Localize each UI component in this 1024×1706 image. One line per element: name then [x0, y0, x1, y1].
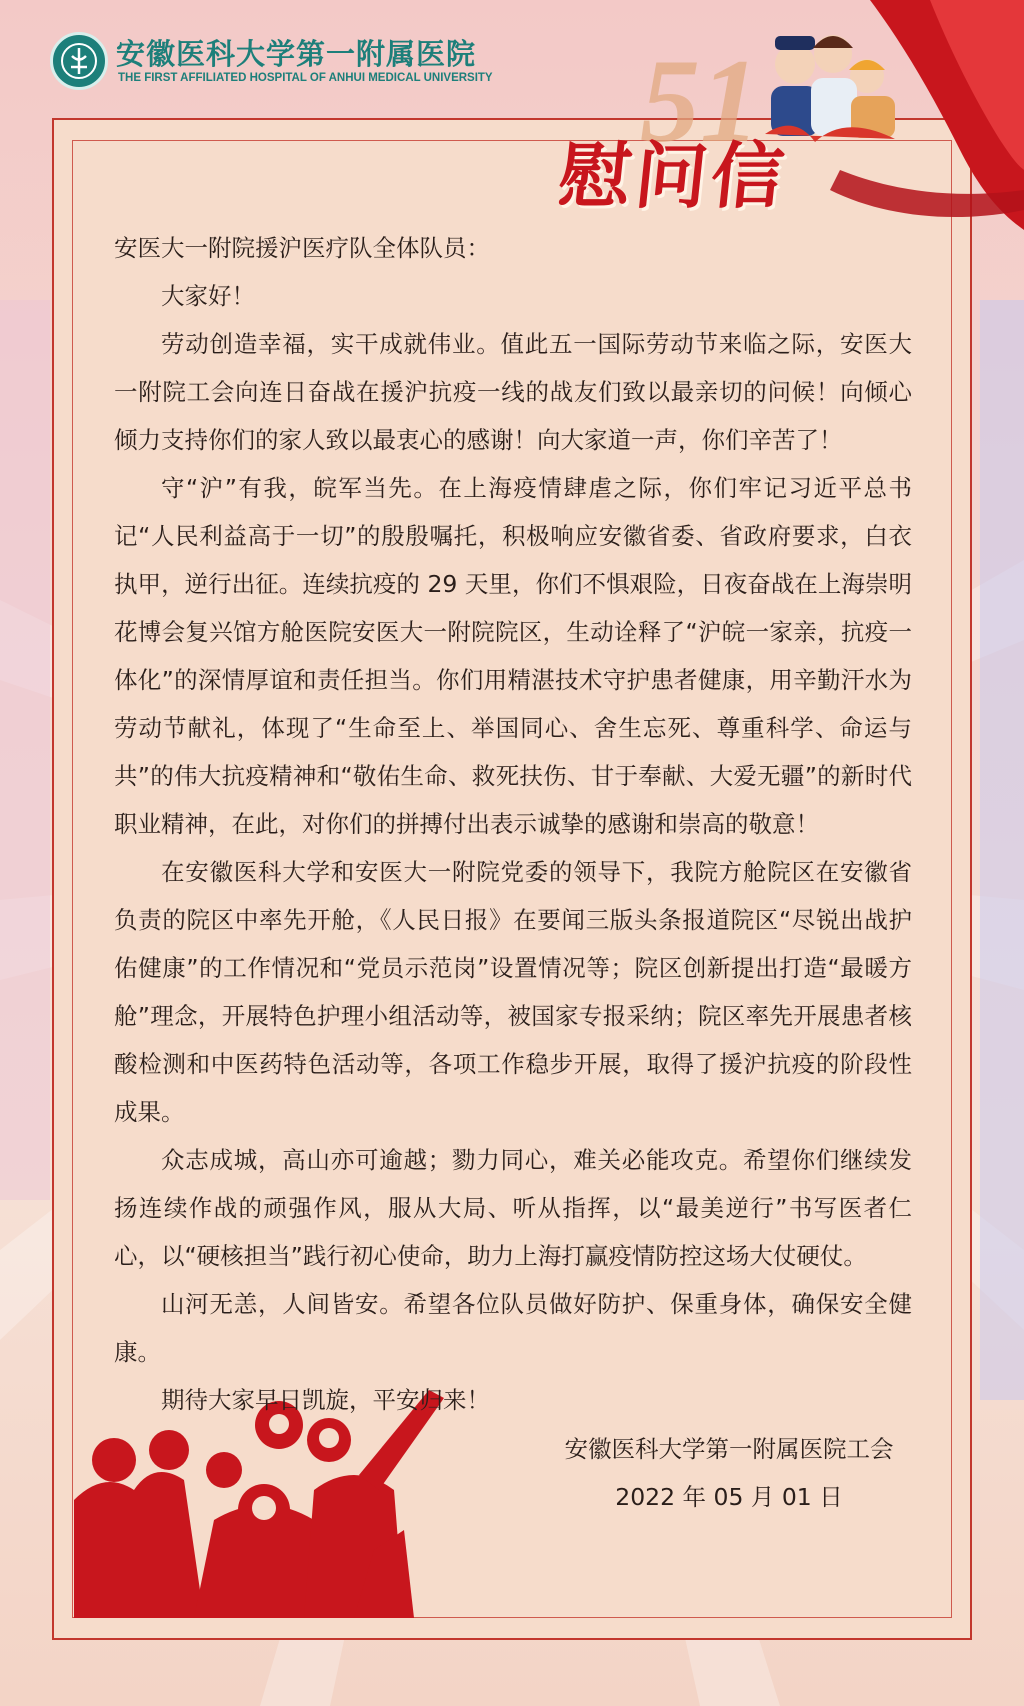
letter-paragraph: 劳动创造幸福，实干成就伟业。值此五一国际劳动节来临之际，安医大一附院工会向连日奋战在援沪抗疫一线的战友们致以最亲切的问候！向倾心倾力支持你们的家人致以最衷心的感谢！向大家道一声，你们辛苦了！ — [114, 330, 912, 454]
letter-paragraph: 众志成城，高山亦可逾越；勠力同心，难关必能攻克。希望你们继续发扬连续作战的顽强作风，服从大局、听从指挥，以“最美逆行”书写医者仁心，以“硬核担当”践行初心使命，助力上海打赢疫情防控这场大仗硬仗。 — [114, 1146, 912, 1270]
hospital-emblem-icon — [50, 32, 108, 90]
signature-block — [549, 1425, 909, 1521]
hospital-logo — [50, 30, 493, 94]
signature-date: 2022 年 05 月 01 日 — [615, 1483, 843, 1511]
letter-paragraph: 山河无恙，人间皆安。希望各位队员做好防护、保重身体，确保安全健康。 — [114, 1290, 912, 1366]
letter-paragraph: 守“沪”有我，皖军当先。在上海疫情肆虐之际，你们牢记习近平总书记“人民利益高于一切”的殷殷嘱托，积极响应安徽省委、省政府要求，白衣执甲，逆行出征。连续抗疫的 29 天里，你们不惧艰险，日夜奋战在上海崇明花博会复兴馆方舱医院安医大一附院院区，生动诠释了“沪皖一家亲，抗疫一体化”的深情厚谊和责任担当。你们用精湛技术守护患者健康，用辛勤汗水为劳动节献礼，体现了“生命至上、举国同心、舍生忘死、尊重科学、命运与共”的伟大抗疫精神和“敬佑生命、救死扶伤、甘于奉献、大爱无疆”的新时代职业精神，在此，对你们的拼搏付出表示诚挚的感谢和崇高的敬意！ — [114, 474, 912, 838]
salutation: 安医大一附院援沪医疗队全体队员： — [114, 234, 490, 262]
signature-organization: 安徽医科大学第一附属医院工会 — [564, 1435, 894, 1463]
page-title: 慰问信 — [554, 133, 792, 218]
letter-paragraph: 期待大家早日凯旋，平安归来！ — [161, 1386, 490, 1414]
greeting: 大家好！ — [161, 282, 255, 310]
letter-paragraph: 在安徽医科大学和安医大一附院党委的领导下，我院方舱院区在安徽省负责的院区中率先开舱，《人民日报》在要闻三版头条报道院区“尽锐出战护佑健康”的工作情况和“党员示范岗”设置情况等；院区创新提出打造“最暖方舱”理念，开展特色护理小组活动等，被国家专报采纳；院区率先开展患者核酸检测和中医药特色活动等，各项工作稳步开展，取得了援沪抗疫的阶段性成果。 — [114, 858, 912, 1126]
may-day-number: 51 — [640, 34, 760, 167]
hospital-name-cn: 安徽医科大学第一附属医院 — [116, 37, 477, 71]
letter-body — [114, 224, 912, 1424]
hospital-name-en: THE FIRST AFFILIATED HOSPITAL OF ANHUI MEDICAL UNIVERSITY — [118, 72, 493, 84]
